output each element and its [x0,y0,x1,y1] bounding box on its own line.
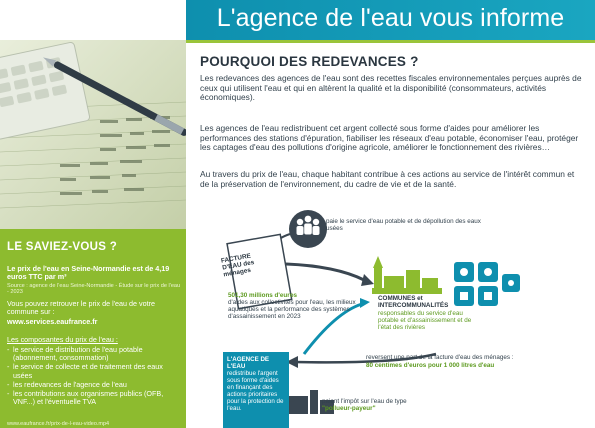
components-title: Les composantes du prix de l'eau : [7,335,118,344]
price-components-list [7,346,183,407]
header-title-box [186,0,595,40]
list-item: - le service de distribution de l'eau potable (abonnement, consommation) [7,346,183,363]
agency-description: redistribue l'argent sous forme d'aides en finançant des actions prioritaires pour la protection de l'eau. [227,370,284,412]
paragraph-redevances: Les redevances des agences de l'eau sont des recettes fiscales environnementales perçues auprès de ceux qui utilisent l'eau et qui en altèrent la qualité et la disponibilité (consommateurs, activités économiques). [200,73,582,103]
aid-description: d'aides aux collectivités pour l'eau, les milieux aquatiques et la performance des systèmes d'assainissement en 2023 [228,299,356,321]
list-item: - les redevances de l'agence de l'eau [7,381,183,389]
pay-service-text: paie le service d'eau potable et de dépollution des eaux usées [326,218,481,233]
communes-description: responsables du service d'eau potable et d'assainissement et de l'état des rivières [378,310,472,332]
sidebar-title: LE SAVIEZ-VOUS ? [7,241,118,253]
page-title: L'agence de l'eau vous informe [216,4,565,32]
calculator-pen-photo [0,40,186,229]
polluter-text: paient l'impôt sur l'eau de type [322,398,407,405]
list-item: - les contributions aux organismes publics (OFB, VNF...) et l'éventuelle TVA [7,390,183,407]
price-video-link[interactable]: www.eaufrance.fr/prix-de-l-eau-video.mp4 [7,421,110,427]
polluter-quote: "pollueur-payeur" [322,405,376,412]
agency-title: L'AGENCE DE L'EAU [227,356,270,370]
water-price-text: Le prix de l'eau en Seine-Normandie est de 4,19 euros TTC par m³ [7,264,170,282]
invoice-label: FACTURE D'EAU des ménages [220,252,255,279]
services-eaufrance-link[interactable]: www.services.eaufrance.fr [7,317,98,326]
retrieve-price-text: Vous pouvez retrouver le prix de l'eau de votre commune sur : [7,299,156,317]
title-accent-strip [186,40,595,43]
reversement-text: reversent une part de la facture d'eau des ménages : [366,354,514,361]
paragraph-redistribution: Les agences de l'eau redistribuent cet argent collecté sous forme d'aides pour améliorer les performances des stations d'épuration, fiabiliser les réseaux d'eau potable, économiser l'eau, protéger les captages d'eau des pollutions d'origine agricole, améliorer le fonctionnement des rivières… [200,123,579,153]
aid-amount: 501,30 millions d'euros [228,292,298,299]
reversement-amount: 80 centimes d'euros pour 1 000 litres d'eau [366,362,495,369]
list-item: - le service de collecte et de traitement des eaux usées [7,363,183,380]
section-heading: POURQUOI DES REDEVANCES ? [200,54,419,69]
town-icon [372,256,442,294]
communes-title: COMMUNES et INTERCOMMUNALITÉS [378,295,449,310]
paragraph-contribution: Au travers du prix de l'eau, chaque habitant contribue à ces actions au service de l'intérêt commun et de la préservation de l'environnement, du cadre de vie et de la santé. [200,169,575,189]
water-agency-box [223,352,289,428]
photo-illustration [0,40,186,229]
price-source: Source : agence de l'eau Seine-Normandie - Étude sur le prix de l'eau - 2023 [7,283,181,296]
